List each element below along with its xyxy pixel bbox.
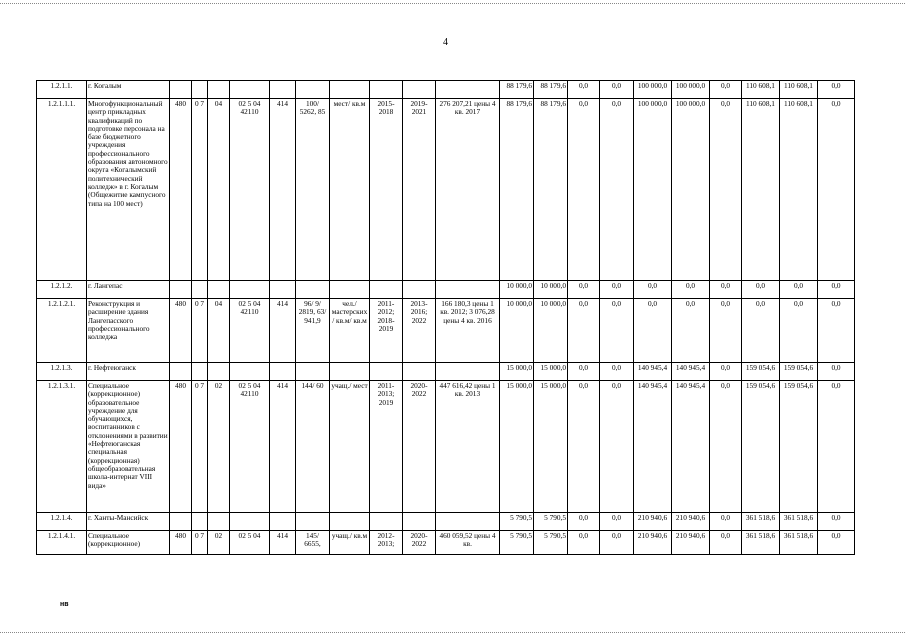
table-row bbox=[37, 81, 855, 99]
cell-total-2020: 140 945,4 bbox=[634, 363, 672, 381]
cell-federal-2019: 0,0 bbox=[568, 513, 600, 531]
footer-mark: нв bbox=[60, 601, 69, 608]
cell-row-code: 1.2.1.2. bbox=[37, 281, 87, 299]
cell-budget-2020: 210 940,6 bbox=[672, 531, 710, 555]
cell-expense-type: 414 bbox=[270, 381, 296, 513]
cell-construction-years: 2020-2022 bbox=[403, 381, 436, 513]
cell-local-2019: 0,0 bbox=[600, 531, 634, 555]
cell-budget-2021: 0,0 bbox=[780, 299, 818, 363]
cell-target-article bbox=[230, 513, 270, 531]
cell-design-years: 2011-2013; 2019 bbox=[370, 381, 403, 513]
cell-construction-years: 2019-2021 bbox=[403, 99, 436, 281]
cell-grbs-code: 480 bbox=[170, 531, 192, 555]
cell-federal-2019: 0,0 bbox=[568, 99, 600, 281]
cell-local-2020: 0,0 bbox=[710, 381, 742, 513]
cell-federal-2019: 0,0 bbox=[568, 281, 600, 299]
cell-capacity bbox=[296, 81, 330, 99]
cell-federal-2019: 0,0 bbox=[568, 381, 600, 513]
cell-object-name: Специальное (коррекционное) bbox=[87, 531, 170, 555]
cell-local-2021: 0,0 bbox=[818, 513, 855, 531]
cell-total-2019: 88 179,6 bbox=[500, 99, 534, 281]
cell-local-2021: 0,0 bbox=[818, 81, 855, 99]
cell-budget-2019: 15 000,0 bbox=[534, 381, 568, 513]
cell-budget-2019: 88 179,6 bbox=[534, 81, 568, 99]
cell-total-2019: 15 000,0 bbox=[500, 381, 534, 513]
cell-capacity-unit: учащ./ кв.м bbox=[330, 531, 370, 555]
table-row bbox=[37, 381, 855, 513]
cell-grbs-code bbox=[170, 363, 192, 381]
cell-row-code: 1.2.1.3.1. bbox=[37, 381, 87, 513]
cell-capacity: 96/ 9/ 2819, 63/ 941,9 bbox=[296, 299, 330, 363]
cell-expense-type: 414 bbox=[270, 531, 296, 555]
cell-local-2019: 0,0 bbox=[600, 513, 634, 531]
cell-total-2019: 5 790,5 bbox=[500, 531, 534, 555]
cell-federal-2019: 0,0 bbox=[568, 299, 600, 363]
cell-capacity-unit bbox=[330, 281, 370, 299]
cell-grbs-code bbox=[170, 81, 192, 99]
cell-total-2019: 88 179,6 bbox=[500, 81, 534, 99]
cell-capacity-unit bbox=[330, 81, 370, 99]
cell-target-article: 02 5 04 bbox=[230, 531, 270, 555]
cell-construction-years bbox=[403, 513, 436, 531]
cell-subsection: 04 bbox=[208, 299, 230, 363]
cell-federal-2019: 0,0 bbox=[568, 531, 600, 555]
cell-budget-2019: 5 790,5 bbox=[534, 531, 568, 555]
cell-target-article: 02 5 04 42110 bbox=[230, 99, 270, 281]
cell-row-code: 1.2.1.4.1. bbox=[37, 531, 87, 555]
cell-object-name: Специальное (коррекционное) образовательное учреждение для обучающихся, воспитанников с отклонениями в развитии «Нефтеюганская специальная (коррекционная) общеобразовательная школа-интернат VIII вида» bbox=[87, 381, 170, 513]
cell-budget-2020: 140 945,4 bbox=[672, 363, 710, 381]
cell-capacity bbox=[296, 513, 330, 531]
cell-design-years bbox=[370, 513, 403, 531]
cell-section: 0 7 bbox=[192, 381, 208, 513]
cell-budget-2021: 110 608,1 bbox=[780, 99, 818, 281]
cell-budget-2019: 88 179,6 bbox=[534, 99, 568, 281]
cell-total-2021: 361 518,6 bbox=[742, 531, 780, 555]
cell-budget-2019: 10 000,0 bbox=[534, 281, 568, 299]
cell-local-2019: 0,0 bbox=[600, 381, 634, 513]
cell-section bbox=[192, 81, 208, 99]
cell-target-article bbox=[230, 81, 270, 99]
cell-construction-years bbox=[403, 281, 436, 299]
cell-budget-2020: 100 000,0 bbox=[672, 99, 710, 281]
cell-local-2021: 0,0 bbox=[818, 531, 855, 555]
cell-section bbox=[192, 363, 208, 381]
cell-target-article bbox=[230, 281, 270, 299]
cell-estimated-cost: 447 616,42 цены 1 кв. 2013 bbox=[436, 381, 500, 513]
cell-object-name: Реконструкция и расширение здания Лангепасского профессионального колледжа bbox=[87, 299, 170, 363]
cell-row-code: 1.2.1.4. bbox=[37, 513, 87, 531]
cell-total-2020: 210 940,6 bbox=[634, 513, 672, 531]
cell-budget-2021: 159 054,6 bbox=[780, 381, 818, 513]
cell-budget-2020: 0,0 bbox=[672, 281, 710, 299]
cell-total-2019: 15 000,0 bbox=[500, 363, 534, 381]
cell-design-years: 2012-2013; bbox=[370, 531, 403, 555]
cell-grbs-code: 480 bbox=[170, 299, 192, 363]
cell-grbs-code: 480 bbox=[170, 381, 192, 513]
cell-budget-2021: 0,0 bbox=[780, 281, 818, 299]
cell-total-2021: 0,0 bbox=[742, 281, 780, 299]
cell-local-2020: 0,0 bbox=[710, 513, 742, 531]
cell-local-2021: 0,0 bbox=[818, 299, 855, 363]
cell-local-2020: 0,0 bbox=[710, 281, 742, 299]
scan-edge-top bbox=[0, 3, 905, 4]
cell-target-article bbox=[230, 363, 270, 381]
cell-expense-type: 414 bbox=[270, 99, 296, 281]
cell-local-2019: 0,0 bbox=[600, 299, 634, 363]
cell-subsection: 02 bbox=[208, 381, 230, 513]
cell-local-2020: 0,0 bbox=[710, 531, 742, 555]
cell-construction-years bbox=[403, 363, 436, 381]
cell-budget-2021: 159 054,6 bbox=[780, 363, 818, 381]
cell-object-name: г. Ханты-Мансийск bbox=[87, 513, 170, 531]
cell-object-name: г. Когалым bbox=[87, 81, 170, 99]
cell-local-2021: 0,0 bbox=[818, 381, 855, 513]
cell-capacity: 100/ 5262, 85 bbox=[296, 99, 330, 281]
cell-grbs-code bbox=[170, 513, 192, 531]
cell-section bbox=[192, 513, 208, 531]
scan-edge-bottom bbox=[0, 632, 905, 633]
cell-total-2020: 100 000,0 bbox=[634, 81, 672, 99]
cell-section: 0 7 bbox=[192, 531, 208, 555]
cell-capacity bbox=[296, 363, 330, 381]
cell-grbs-code bbox=[170, 281, 192, 299]
cell-total-2020: 100 000,0 bbox=[634, 99, 672, 281]
cell-design-years: 2011-2012; 2018-2019 bbox=[370, 299, 403, 363]
cell-construction-years: 2013-2016; 2022 bbox=[403, 299, 436, 363]
cell-row-code: 1.2.1.3. bbox=[37, 363, 87, 381]
cell-local-2020: 0,0 bbox=[710, 99, 742, 281]
cell-budget-2021: 361 518,6 bbox=[780, 513, 818, 531]
cell-subsection bbox=[208, 281, 230, 299]
cell-local-2020: 0,0 bbox=[710, 299, 742, 363]
cell-construction-years bbox=[403, 81, 436, 99]
cell-federal-2019: 0,0 bbox=[568, 81, 600, 99]
cell-target-article: 02 5 04 42110 bbox=[230, 299, 270, 363]
cell-total-2021: 110 608,1 bbox=[742, 99, 780, 281]
table-row bbox=[37, 99, 855, 281]
cell-expense-type bbox=[270, 281, 296, 299]
cell-total-2021: 361 518,6 bbox=[742, 513, 780, 531]
cell-budget-2020: 100 000,0 bbox=[672, 81, 710, 99]
cell-subsection bbox=[208, 513, 230, 531]
cell-estimated-cost bbox=[436, 363, 500, 381]
cell-total-2019: 10 000,0 bbox=[500, 299, 534, 363]
cell-design-years bbox=[370, 363, 403, 381]
cell-capacity-unit: учащ./ мест bbox=[330, 381, 370, 513]
cell-section: 0 7 bbox=[192, 99, 208, 281]
cell-total-2021: 159 054,6 bbox=[742, 363, 780, 381]
cell-section bbox=[192, 281, 208, 299]
cell-subsection bbox=[208, 363, 230, 381]
cell-budget-2019: 15 000,0 bbox=[534, 363, 568, 381]
cell-target-article: 02 5 04 42110 bbox=[230, 381, 270, 513]
cell-construction-years: 2020-2022 bbox=[403, 531, 436, 555]
budget-table bbox=[36, 80, 855, 555]
cell-budget-2020: 140 945,4 bbox=[672, 381, 710, 513]
cell-design-years: 2015-2018 bbox=[370, 99, 403, 281]
cell-total-2020: 210 940,6 bbox=[634, 531, 672, 555]
cell-budget-2021: 110 608,1 bbox=[780, 81, 818, 99]
cell-grbs-code: 480 bbox=[170, 99, 192, 281]
table-row bbox=[37, 363, 855, 381]
cell-estimated-cost: 166 180,3 цены 1 кв. 2012; 3 076,28 цены 4 кв. 2016 bbox=[436, 299, 500, 363]
cell-total-2019: 10 000,0 bbox=[500, 281, 534, 299]
cell-budget-2019: 10 000,0 bbox=[534, 299, 568, 363]
cell-object-name: г. Лангепас bbox=[87, 281, 170, 299]
cell-local-2019: 0,0 bbox=[600, 281, 634, 299]
cell-local-2019: 0,0 bbox=[600, 363, 634, 381]
cell-capacity-unit: мест/ кв.м bbox=[330, 99, 370, 281]
cell-design-years bbox=[370, 281, 403, 299]
cell-budget-2020: 210 940,6 bbox=[672, 513, 710, 531]
cell-capacity bbox=[296, 281, 330, 299]
cell-total-2021: 0,0 bbox=[742, 299, 780, 363]
cell-local-2021: 0,0 bbox=[818, 99, 855, 281]
cell-total-2020: 0,0 bbox=[634, 299, 672, 363]
cell-local-2021: 0,0 bbox=[818, 281, 855, 299]
cell-capacity-unit bbox=[330, 363, 370, 381]
cell-total-2021: 110 608,1 bbox=[742, 81, 780, 99]
cell-local-2021: 0,0 bbox=[818, 363, 855, 381]
cell-budget-2019: 5 790,5 bbox=[534, 513, 568, 531]
cell-expense-type: 414 bbox=[270, 299, 296, 363]
cell-estimated-cost: 460 059,52 цены 4 кв. bbox=[436, 531, 500, 555]
cell-budget-2021: 361 518,6 bbox=[780, 531, 818, 555]
cell-subsection: 02 bbox=[208, 531, 230, 555]
cell-capacity-unit bbox=[330, 513, 370, 531]
cell-total-2021: 159 054,6 bbox=[742, 381, 780, 513]
cell-estimated-cost: 276 207,21 цены 4 кв. 2017 bbox=[436, 99, 500, 281]
cell-total-2019: 5 790,5 bbox=[500, 513, 534, 531]
cell-object-name: г. Нефтеюганск bbox=[87, 363, 170, 381]
page-number: 4 bbox=[443, 37, 448, 48]
cell-total-2020: 140 945,4 bbox=[634, 381, 672, 513]
cell-total-2020: 0,0 bbox=[634, 281, 672, 299]
cell-row-code: 1.2.1.2.1. bbox=[37, 299, 87, 363]
table-row bbox=[37, 299, 855, 363]
cell-estimated-cost bbox=[436, 81, 500, 99]
cell-local-2020: 0,0 bbox=[710, 81, 742, 99]
cell-capacity-unit: чел./ мастерских/ кв.м/ кв.м bbox=[330, 299, 370, 363]
table-row bbox=[37, 531, 855, 555]
cell-expense-type bbox=[270, 363, 296, 381]
cell-expense-type bbox=[270, 513, 296, 531]
table-row bbox=[37, 513, 855, 531]
cell-capacity: 145/ 6655, bbox=[296, 531, 330, 555]
cell-local-2020: 0,0 bbox=[710, 363, 742, 381]
cell-estimated-cost bbox=[436, 513, 500, 531]
cell-design-years bbox=[370, 81, 403, 99]
cell-local-2019: 0,0 bbox=[600, 99, 634, 281]
cell-section: 0 7 bbox=[192, 299, 208, 363]
cell-capacity: 144/ 60 bbox=[296, 381, 330, 513]
cell-row-code: 1.2.1.1.1. bbox=[37, 99, 87, 281]
cell-subsection bbox=[208, 81, 230, 99]
cell-federal-2019: 0,0 bbox=[568, 363, 600, 381]
cell-budget-2020: 0,0 bbox=[672, 299, 710, 363]
cell-estimated-cost bbox=[436, 281, 500, 299]
cell-object-name: Многофункциональный центр прикладных квалификаций по подготовке персонала на базе бюджетного учреждения профессионального образования автономного округа «Когалымский политехнический колледж» в г. Когалым (Общежитие кампусного типа на 100 мест) bbox=[87, 99, 170, 281]
cell-row-code: 1.2.1.1. bbox=[37, 81, 87, 99]
table-row bbox=[37, 281, 855, 299]
cell-local-2019: 0,0 bbox=[600, 81, 634, 99]
cell-expense-type bbox=[270, 81, 296, 99]
cell-subsection: 04 bbox=[208, 99, 230, 281]
